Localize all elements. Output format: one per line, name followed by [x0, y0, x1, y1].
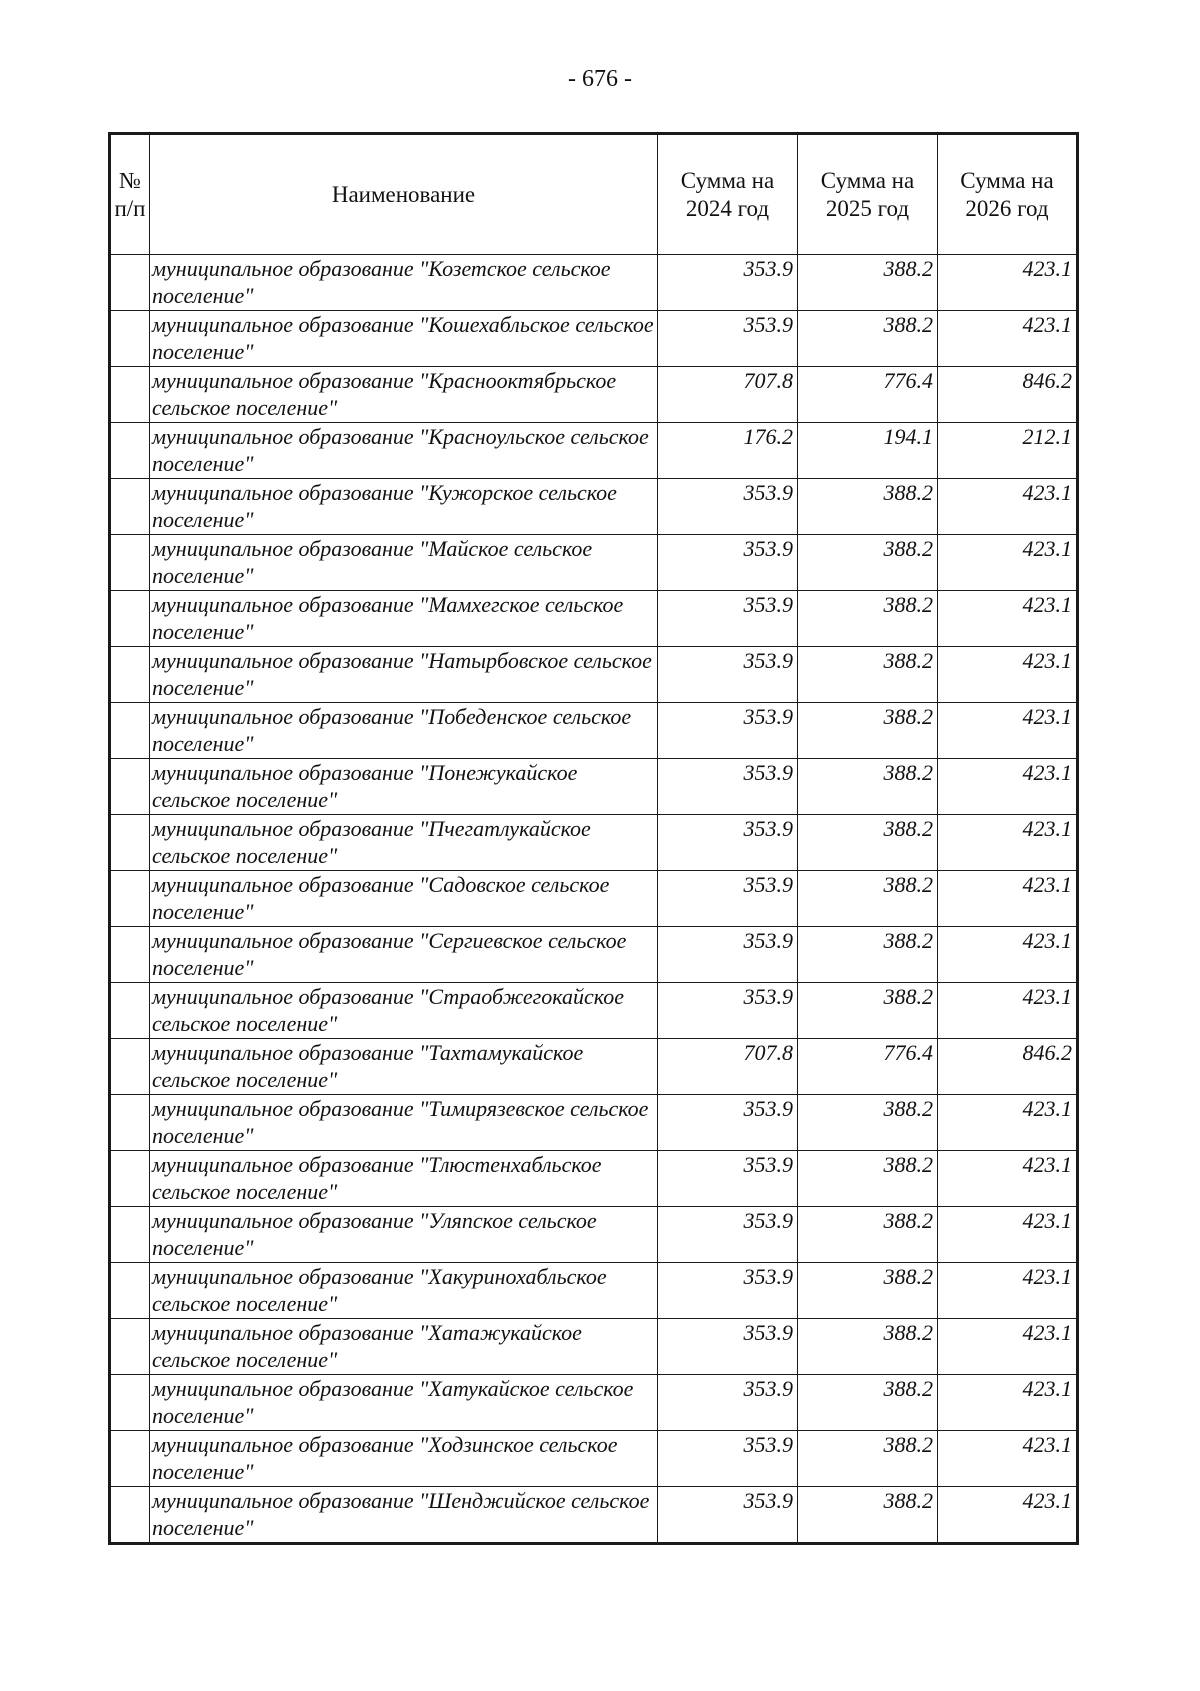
- row-num-cell: [110, 927, 150, 983]
- row-sum-2024: 353.9: [658, 255, 798, 311]
- table-row: [110, 1375, 1078, 1431]
- header-sum-2026: Сумма на 2026 год: [938, 134, 1078, 255]
- row-sum-2024: 353.9: [658, 1487, 798, 1544]
- table-row: [110, 647, 1078, 703]
- row-num-cell: [110, 311, 150, 367]
- row-sum-2025: 388.2: [798, 535, 938, 591]
- table-row: [110, 815, 1078, 871]
- row-sum-2025: 194.1: [798, 423, 938, 479]
- row-sum-2024: 353.9: [658, 591, 798, 647]
- row-sum-2024: 353.9: [658, 647, 798, 703]
- row-num-cell: [110, 1375, 150, 1431]
- table-row: [110, 759, 1078, 815]
- row-sum-2026: 423.1: [938, 1207, 1078, 1263]
- row-num-cell: [110, 255, 150, 311]
- row-num-cell: [110, 591, 150, 647]
- row-sum-2025: 388.2: [798, 647, 938, 703]
- row-sum-2024: 353.9: [658, 703, 798, 759]
- table-row: [110, 311, 1078, 367]
- table-row: [110, 591, 1078, 647]
- row-sum-2025: 388.2: [798, 1095, 938, 1151]
- row-sum-2024: 353.9: [658, 983, 798, 1039]
- table-row: [110, 1151, 1078, 1207]
- table-row: [110, 1039, 1078, 1095]
- row-sum-2026: 423.1: [938, 1319, 1078, 1375]
- table-row: [110, 871, 1078, 927]
- row-num-cell: [110, 1319, 150, 1375]
- row-sum-2026: 423.1: [938, 647, 1078, 703]
- row-name: муниципальное образование "Садовское сельское поселение": [150, 871, 658, 927]
- table-row: [110, 255, 1078, 311]
- row-sum-2025: 388.2: [798, 1431, 938, 1487]
- header-name: Наименование: [150, 134, 658, 255]
- table-row: [110, 927, 1078, 983]
- row-num-cell: [110, 535, 150, 591]
- row-sum-2026: 423.1: [938, 1095, 1078, 1151]
- row-sum-2025: 388.2: [798, 311, 938, 367]
- table-row: [110, 1487, 1078, 1544]
- page-number: - 676 -: [568, 66, 632, 92]
- row-sum-2025: 388.2: [798, 927, 938, 983]
- table-row: [110, 1431, 1078, 1487]
- row-sum-2025: 388.2: [798, 1263, 938, 1319]
- row-sum-2025: 388.2: [798, 1319, 938, 1375]
- row-num-cell: [110, 703, 150, 759]
- row-sum-2026: 423.1: [938, 1263, 1078, 1319]
- row-name: муниципальное образование "Тимирязевское сельское поселение": [150, 1095, 658, 1151]
- row-sum-2024: 707.8: [658, 1039, 798, 1095]
- allocation-table: [108, 132, 1079, 1545]
- row-sum-2026: 423.1: [938, 255, 1078, 311]
- row-sum-2026: 423.1: [938, 983, 1078, 1039]
- row-name: муниципальное образование "Мамхегское сельское поселение": [150, 591, 658, 647]
- row-name: муниципальное образование "Краснооктябрьское сельское поселение": [150, 367, 658, 423]
- row-sum-2024: 353.9: [658, 1207, 798, 1263]
- row-sum-2024: 353.9: [658, 1263, 798, 1319]
- row-sum-2024: 353.9: [658, 479, 798, 535]
- row-sum-2026: 212.1: [938, 423, 1078, 479]
- row-num-cell: [110, 1487, 150, 1544]
- row-sum-2026: 423.1: [938, 1151, 1078, 1207]
- row-name: муниципальное образование "Сергиевское сельское поселение": [150, 927, 658, 983]
- row-sum-2024: 353.9: [658, 1095, 798, 1151]
- row-sum-2026: 846.2: [938, 367, 1078, 423]
- row-name: муниципальное образование "Уляпское сельское поселение": [150, 1207, 658, 1263]
- row-name: муниципальное образование "Тахтамукайское сельское поселение": [150, 1039, 658, 1095]
- row-name: муниципальное образование "Тлюстенхабльское сельское поселение": [150, 1151, 658, 1207]
- row-sum-2026: 423.1: [938, 1375, 1078, 1431]
- row-name: муниципальное образование "Пчегатлукайское сельское поселение": [150, 815, 658, 871]
- row-sum-2024: 353.9: [658, 759, 798, 815]
- row-sum-2026: 423.1: [938, 815, 1078, 871]
- row-sum-2026: 423.1: [938, 703, 1078, 759]
- row-sum-2024: 353.9: [658, 1431, 798, 1487]
- row-sum-2024: 707.8: [658, 367, 798, 423]
- row-num-cell: [110, 647, 150, 703]
- row-sum-2024: 353.9: [658, 1151, 798, 1207]
- row-num-cell: [110, 1207, 150, 1263]
- row-sum-2026: 423.1: [938, 1431, 1078, 1487]
- row-sum-2025: 776.4: [798, 1039, 938, 1095]
- row-name: муниципальное образование "Натырбовское сельское поселение": [150, 647, 658, 703]
- header-sum-2024: Сумма на 2024 год: [658, 134, 798, 255]
- row-sum-2026: 846.2: [938, 1039, 1078, 1095]
- table-row: [110, 1207, 1078, 1263]
- table-row: [110, 535, 1078, 591]
- row-num-cell: [110, 871, 150, 927]
- row-name: муниципальное образование "Майское сельское поселение": [150, 535, 658, 591]
- row-num-cell: [110, 815, 150, 871]
- row-num-cell: [110, 423, 150, 479]
- row-name: муниципальное образование "Кужорское сельское поселение": [150, 479, 658, 535]
- row-sum-2026: 423.1: [938, 535, 1078, 591]
- table-row: [110, 1263, 1078, 1319]
- row-sum-2025: 388.2: [798, 479, 938, 535]
- row-name: муниципальное образование "Ходзинское сельское поселение": [150, 1431, 658, 1487]
- row-sum-2024: 353.9: [658, 927, 798, 983]
- row-sum-2025: 776.4: [798, 367, 938, 423]
- row-num-cell: [110, 479, 150, 535]
- row-num-cell: [110, 1263, 150, 1319]
- table-row: [110, 423, 1078, 479]
- row-sum-2026: 423.1: [938, 479, 1078, 535]
- row-num-cell: [110, 983, 150, 1039]
- row-name: муниципальное образование "Красноульское сельское поселение": [150, 423, 658, 479]
- row-num-cell: [110, 1039, 150, 1095]
- row-sum-2025: 388.2: [798, 815, 938, 871]
- row-sum-2025: 388.2: [798, 1151, 938, 1207]
- row-sum-2024: 353.9: [658, 871, 798, 927]
- row-sum-2025: 388.2: [798, 983, 938, 1039]
- row-sum-2025: 388.2: [798, 1207, 938, 1263]
- row-name: муниципальное образование "Шенджийское сельское поселение": [150, 1487, 658, 1544]
- row-sum-2025: 388.2: [798, 871, 938, 927]
- table-header-row: [110, 134, 1078, 255]
- row-name: муниципальное образование "Козетское сельское поселение": [150, 255, 658, 311]
- row-sum-2026: 423.1: [938, 591, 1078, 647]
- row-num-cell: [110, 1095, 150, 1151]
- row-sum-2026: 423.1: [938, 311, 1078, 367]
- table-row: [110, 479, 1078, 535]
- row-sum-2025: 388.2: [798, 255, 938, 311]
- row-sum-2025: 388.2: [798, 1487, 938, 1544]
- row-name: муниципальное образование "Хатажукайское сельское поселение": [150, 1319, 658, 1375]
- row-num-cell: [110, 759, 150, 815]
- row-sum-2025: 388.2: [798, 591, 938, 647]
- table-row: [110, 1095, 1078, 1151]
- row-sum-2026: 423.1: [938, 927, 1078, 983]
- row-sum-2024: 353.9: [658, 535, 798, 591]
- row-num-cell: [110, 1431, 150, 1487]
- row-sum-2026: 423.1: [938, 759, 1078, 815]
- row-sum-2025: 388.2: [798, 1375, 938, 1431]
- row-name: муниципальное образование "Понежукайское сельское поселение": [150, 759, 658, 815]
- row-sum-2024: 353.9: [658, 1375, 798, 1431]
- row-sum-2025: 388.2: [798, 759, 938, 815]
- row-name: муниципальное образование "Хатукайское сельское поселение": [150, 1375, 658, 1431]
- row-sum-2024: 176.2: [658, 423, 798, 479]
- row-name: муниципальное образование "Победенское сельское поселение": [150, 703, 658, 759]
- row-num-cell: [110, 367, 150, 423]
- table-row: [110, 703, 1078, 759]
- row-sum-2024: 353.9: [658, 311, 798, 367]
- row-sum-2024: 353.9: [658, 815, 798, 871]
- row-name: муниципальное образование "Хакуринохабльское сельское поселение": [150, 1263, 658, 1319]
- row-name: муниципальное образование "Кошехабльское сельское поселение": [150, 311, 658, 367]
- row-sum-2026: 423.1: [938, 1487, 1078, 1544]
- row-sum-2026: 423.1: [938, 871, 1078, 927]
- table-row: [110, 1319, 1078, 1375]
- row-sum-2025: 388.2: [798, 703, 938, 759]
- header-sum-2025: Сумма на 2025 год: [798, 134, 938, 255]
- row-num-cell: [110, 1151, 150, 1207]
- table-row: [110, 367, 1078, 423]
- row-name: муниципальное образование "Страобжегокайское сельское поселение": [150, 983, 658, 1039]
- table-row: [110, 983, 1078, 1039]
- header-num: № п/п: [110, 134, 150, 255]
- row-sum-2024: 353.9: [658, 1319, 798, 1375]
